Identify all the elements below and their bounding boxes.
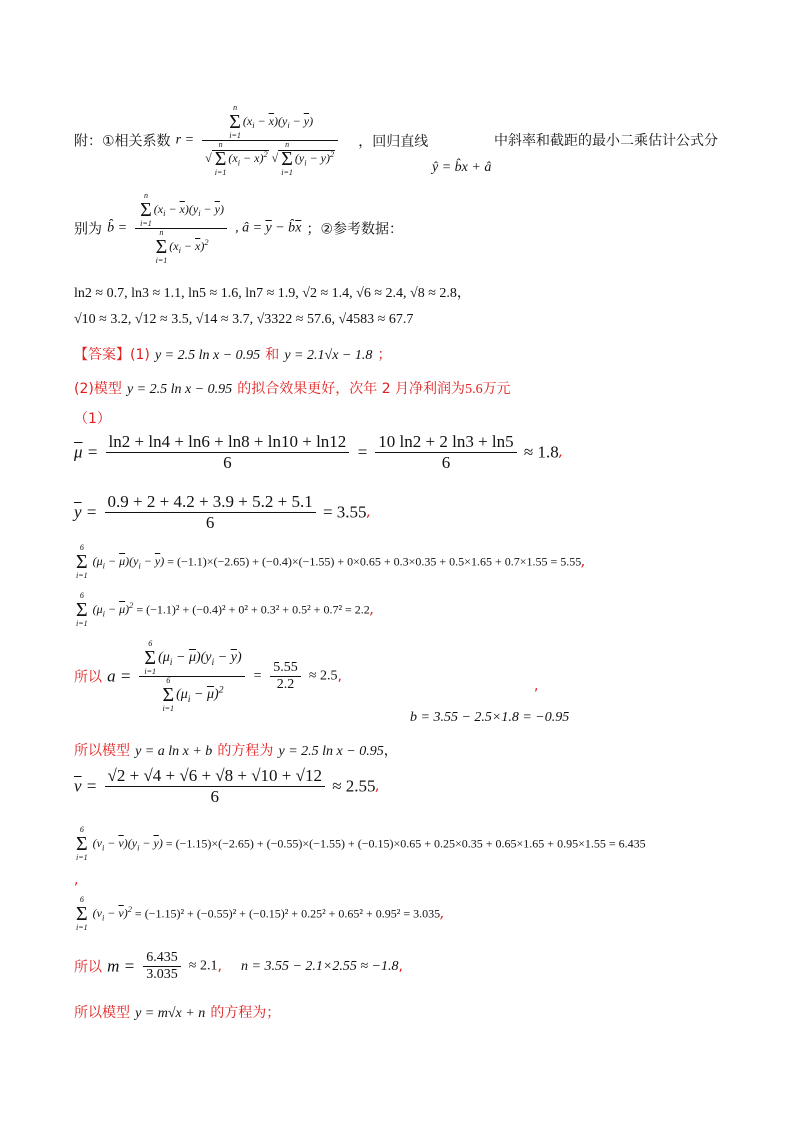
part2-value: 5.6 xyxy=(465,382,483,397)
a-result: ≈ 2.5 xyxy=(308,668,338,684)
mu-mean-eq: $\overline{\mu}$ = $\frac{\ln 2 + \ln 4 + \ln 6 + \ln 8 + \ln 10 + \ln 12}{6}$ = $\frac{10 \ln 2 + 2 \ln 3 + \ln 5}{6}$ ≈ 1.8, xyxy=(74,432,564,472)
m-coefficient-eq: 所以 m = $\frac{6.435}{3.035}$ ≈ 2.1, n = 3.55 − 2.1×2.55 ≈ −1.8, xyxy=(74,950,403,982)
comma: , xyxy=(366,504,372,521)
model-a-text: 的方程为 xyxy=(217,743,274,759)
sum-mu-y-value: = (−1.1)×(−2.65) + (−0.4)×(−1.55) + 0×0.65 + 0.3×0.35 + 0.5×1.65 + 0.7×1.55 = 5.55 xyxy=(167,554,582,569)
mu-numerator-2: 10 ln2 + 2 ln3 + ln5 xyxy=(375,432,516,453)
b-hat-symbol: b̂ = xyxy=(107,220,128,236)
v-mean-eq: $\overline{v}$ = $\frac{√2 + √4 + √6 + √8 + √10 + √12}{6}$ ≈ 2.55, xyxy=(74,766,380,806)
part1-label: (1) xyxy=(130,347,150,363)
answer-semicolon: ； xyxy=(377,347,392,363)
comma: , xyxy=(337,668,342,685)
answer-label: 【答案】 xyxy=(74,347,130,363)
sum-v-sq-eq: 6 Σ i=1 $(v_i - \overline{v})^2 = (-1.15)^2 + (-0.55)^2 + (-0.15)^2 + 0.25^2 + 0.65^2 + 0.95^2 = 3.035$, xyxy=(76,895,445,932)
y-denominator: 6 xyxy=(205,513,215,532)
answer-part2-line xyxy=(74,378,511,398)
part2-unit: 万元 xyxy=(482,381,511,397)
m-fraction xyxy=(143,950,181,983)
model-a-label: 所以模型 xyxy=(74,743,130,759)
model-a-line xyxy=(74,740,398,760)
comma: , xyxy=(440,906,445,922)
comma: , xyxy=(558,444,564,461)
a-coefficient-eq: 所以 a = 6 Σ i=1 $(\mu_i - \overline{\mu})(y_i - \overline{y})$ 6 Σ i=1 $(\mu_i - \overline{\mu})^2$ = $\frac{5.55}{2.2}$ ≈ 2.5, xyxy=(74,639,342,713)
appendix-prefix: 附：①相关系数 xyxy=(74,133,171,150)
sum-v-y-eq: 6 Σ i=1 $(v_i - \overline{v})(y_i - \overline{y}) = (-1.15)\times(-2.65) + (-0.55)\times(-1.55) + (-0.15)\times 0.65 + 0.25\times 0.35 + 0.65\times 1.65 + 0.95\times 1.55 = 6.435$ xyxy=(76,825,646,862)
sum-mu-sq-value: = (−1.1)² + (−0.4)² + 0² + 0.3² + 0.5² + 0.7² = 2.2 xyxy=(136,602,370,617)
line2-prefix: 别为 xyxy=(74,221,102,238)
sum-mu-sq-eq: 6 Σ i=1 $(\mu_i - \overline{\mu})^2 = (-1.1)^2 + (-0.4)^2 + 0^2 + 0.3^2 + 0.5^2 + 0.7^2 = 2.2$, xyxy=(76,591,375,628)
mu-numerator: ln2 + ln4 + ln6 + ln8 + ln10 + ln12 xyxy=(106,432,350,453)
y-mean-eq: $\overline{y}$ = $\frac{0.9 + 2 + 4.2 + 3.9 + 5.2 + 5.1}{6}$ = 3.55, xyxy=(74,492,372,532)
a-value-den: 2.2 xyxy=(276,677,295,692)
correlation-formula-line xyxy=(74,104,428,177)
mu-result: ≈ 1.8 xyxy=(523,442,559,462)
a-value-fraction xyxy=(270,660,301,693)
a-fraction: 6 Σ i=1 $(\mu_i - \overline{\mu})(y_i - \overline{y})$ 6 Σ i=1 $(\mu_i - \overline{\mu})^2$ xyxy=(139,640,244,713)
sum-mu-y-eq: 6 Σ i=1 $(\mu_i - \overline{\mu})(y_i - \overline{y}) = (-1.1)\times(-2.65) + (-0.4)\times(-1.55) + 0\times 0.65 + 0.3\times 0.35 + 0.5\times 1.65 + 0.7\times 1.55 = 5.55$, xyxy=(76,543,586,580)
sum-v-sq-value: = (−1.15)² + (−0.55)² + (−0.15)² + 0.25² + 0.65² + 0.95² = 3.035 xyxy=(134,906,441,921)
step-label: （1） xyxy=(74,411,111,427)
y-numerator: 0.9 + 2 + 4.2 + 3.9 + 5.2 + 5.1 xyxy=(105,492,316,513)
a-hat-eq: , â = $\overline{y}$ − $b̂\overline{x}$ xyxy=(235,220,302,236)
model-m-line xyxy=(74,1002,280,1022)
v-numerator: √2 + √4 + √6 + √8 + √10 + √12 xyxy=(105,766,325,787)
b-coefficient-eq: b = 3.55 − 2.5×1.8 = −0.95 xyxy=(410,710,570,725)
part2-model: y = 2.5 ln x − 0.95 xyxy=(126,382,233,397)
and-word: 和 xyxy=(265,347,280,363)
regression-note: ，回归直线 xyxy=(358,133,429,150)
mu-fraction-1 xyxy=(106,432,350,473)
model-m-form: y = m√x + n xyxy=(135,1006,206,1021)
model-a-eq: y = 2.5 ln x − 0.95 xyxy=(278,744,384,759)
comma: ， xyxy=(383,743,398,759)
comma: , xyxy=(217,958,222,975)
m-denominator: 3.035 xyxy=(146,967,178,982)
reference-data-2: √10 ≈ 3.2, √12 ≈ 3.5, √14 ≈ 3.7, √3322 ≈ 57.6, √4583 ≈ 67.7 xyxy=(74,312,414,327)
y-fraction xyxy=(105,492,316,533)
least-squares-line xyxy=(74,192,403,265)
r-symbol: r = xyxy=(175,132,195,148)
comma: , xyxy=(375,778,380,795)
mu-denominator-2: 6 xyxy=(441,453,451,472)
line2-suffix: ；②参考数据： xyxy=(306,221,404,238)
model-1-eq: y = 2.5 ln x − 0.95 xyxy=(154,348,261,363)
n-coefficient-eq: n = 3.55 − 2.1×2.55 ≈ −1.8 xyxy=(241,958,399,974)
part2-text: 的拟合效果更好，次年 2 月净利润为 xyxy=(237,381,466,397)
model-a-form: y = a ln x + b xyxy=(135,744,213,759)
part2-label: (2)模型 xyxy=(74,381,122,397)
so-m-label: 所以 xyxy=(74,959,102,976)
comma: , xyxy=(534,678,539,694)
m-result: ≈ 2.1 xyxy=(188,958,218,974)
answer-line xyxy=(74,344,391,364)
comma: , xyxy=(398,958,403,975)
model-2-eq: y = 2.1√x − 1.8 xyxy=(284,348,373,363)
model-m-label: 所以模型 xyxy=(74,1005,130,1021)
slope-fraction: n Σ i=1 $(x_i - \overline{x})(y_i - \overline{y})$ n Σ i=1 $(x_i - \overline{x})^2$ xyxy=(135,192,227,265)
v-denominator: 6 xyxy=(210,787,219,806)
v-fraction xyxy=(105,766,325,807)
correlation-fraction: n Σ i=1 $(x_i - \overline{x})(y_i - \overline{y})$ √ n Σ i=1 $(x_i - \overline{x})^2$ √ n Σ i=1 $(y_i - \overline{y})^2$ xyxy=(202,104,338,177)
y-result: = 3.55 xyxy=(322,502,367,522)
regression-line-eq: ŷ = b̂x + â xyxy=(432,160,492,175)
m-numerator: 6.435 xyxy=(143,950,181,967)
model-m-text: 的方程为； xyxy=(210,1005,281,1021)
slope-note: 中斜率和截距的最小二乘估计公式分 xyxy=(494,133,718,149)
mu-denominator: 6 xyxy=(223,453,232,472)
mu-bar-symbol: $\overline{\mu}$ = xyxy=(74,442,99,462)
reference-data-1: ln2 ≈ 0.7, ln3 ≈ 1.1, ln5 ≈ 1.6, ln7 ≈ 1.9, √2 ≈ 1.4, √6 ≈ 2.4, √8 ≈ 2.8， xyxy=(74,286,471,301)
comma: , xyxy=(369,602,375,618)
sum-v-y-value: = (−1.15)×(−2.65) + (−0.55)×(−1.55) + (−0.15)×0.65 + 0.25×0.35 + 0.65×1.65 + 0.95×1.55 = 6.435 xyxy=(165,836,646,851)
mu-fraction-2 xyxy=(375,432,516,473)
a-value-num: 5.55 xyxy=(270,660,301,677)
v-result: ≈ 2.55 xyxy=(332,776,376,796)
comma: , xyxy=(74,872,79,888)
so-a-label: 所以 xyxy=(74,669,102,686)
comma: , xyxy=(581,554,586,570)
